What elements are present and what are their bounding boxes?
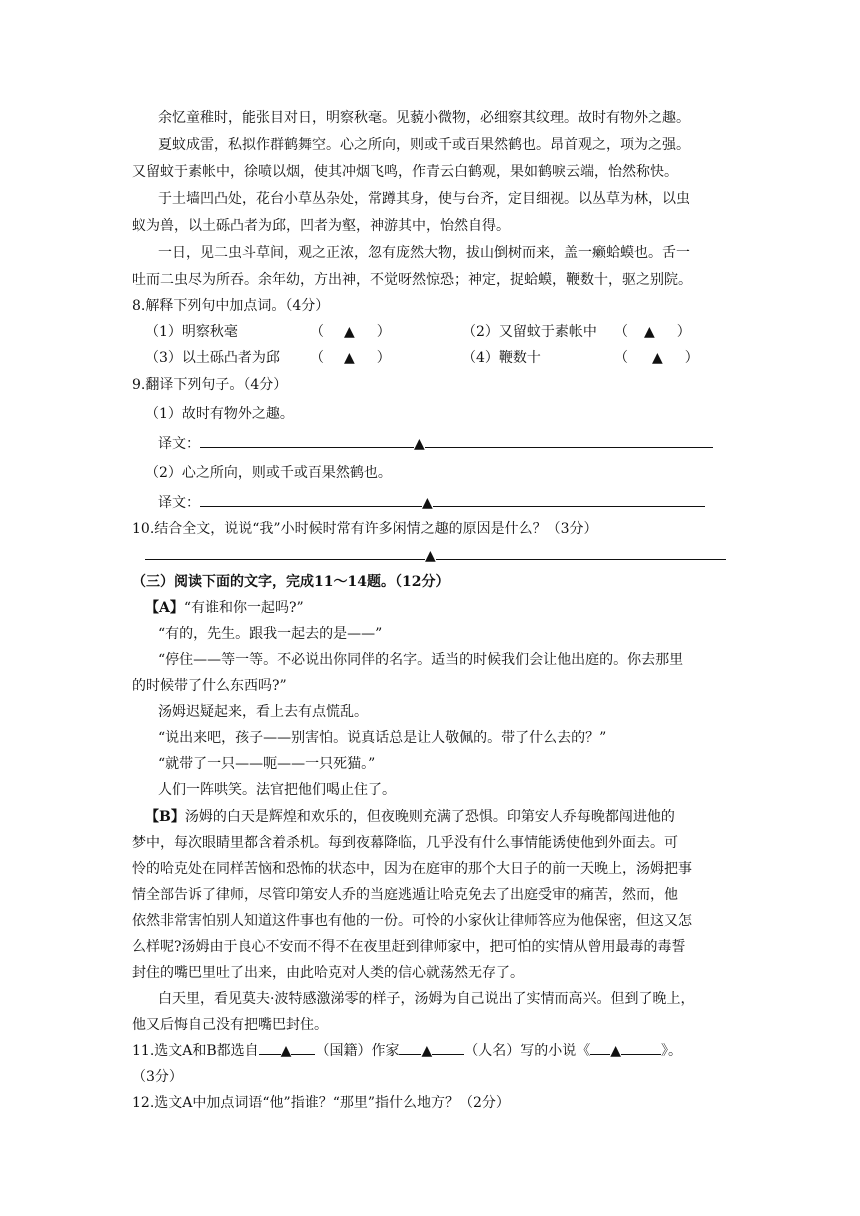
question-11-score: （3分） <box>132 1069 183 1085</box>
left-paren: （ <box>614 324 628 340</box>
q11-text: （国籍）作家 <box>315 1043 400 1059</box>
question-8-title: 8.解释下列句中加点词。（4分） <box>132 298 330 314</box>
answer-line <box>259 1042 281 1055</box>
passage-b-line-1 <box>145 807 675 827</box>
answer-line <box>425 435 713 448</box>
passage-paragraph-3-line-1: 于土墙凹凸处，花台小草丛杂处，常蹲其身，使与台齐，定目细视。以丛草为林，以虫 <box>158 191 690 207</box>
passage-paragraph-2-line-2: 又留蚊于素帐中，徐喷以烟，使其冲烟飞鸣，作青云白鹤观，果如鹤唳云端，怡然称快。 <box>132 164 678 180</box>
left-paren: （ <box>310 350 324 366</box>
answer-line <box>291 1042 315 1055</box>
q8-item-4: （4）鞭数十 <box>462 350 541 366</box>
answer-line <box>200 494 422 507</box>
passage-b-line-7: 封住的嘴巴里吐了出来，由此哈克对人类的信心就荡然无存了。 <box>132 965 524 981</box>
passage-a-text: “有谁和你一起吗?” <box>183 600 304 616</box>
question-11 <box>132 1041 682 1061</box>
q8-item-2-blank <box>614 322 691 342</box>
q8-item-2: （2）又留蚊于素帐中 <box>462 324 597 340</box>
section-3-title: （三）阅读下面的文字，完成11～14题。（12分） <box>132 574 450 590</box>
q9-translation-1 <box>158 434 713 454</box>
answer-triangle-icon: ▲ <box>422 495 433 511</box>
right-paren: ） <box>684 350 699 366</box>
right-paren: ） <box>376 324 391 340</box>
passage-b-line-2: 梦中，每次眼睛里都含着杀机。每到夜幕降临，几乎没有什么事情能诱使他到外面去。可 <box>132 835 678 851</box>
passage-paragraph-1: 余忆童稚时，能张目对日，明察秋毫。见藐小微物，必细察其纹理。故时有物外之趣。 <box>158 110 690 126</box>
q8-item-3: （3）以土砾凸者为邱 <box>145 350 280 366</box>
q9-translation-2 <box>158 493 705 513</box>
answer-line <box>433 494 705 507</box>
q8-item-3-blank <box>310 348 391 368</box>
passage-b-line-4: 情全部告诉了律师，尽管印第安人乔的当庭逃遁让哈克免去了出庭受审的痛苦，然而，他 <box>132 887 678 903</box>
answer-line <box>432 1042 464 1055</box>
passage-a-line-2: “有的，先生。跟我一起去的是——” <box>158 626 383 642</box>
passage-c-line-2: 他又后悔自己没有把嘴巴封住。 <box>132 1017 328 1033</box>
answer-triangle-icon: ▲ <box>644 324 655 340</box>
passage-c-line-1: 白天里，看见莫夫·波特感激涕零的样子，汤姆为自己说出了实情而高兴。但到了晚上， <box>158 991 695 1007</box>
left-paren: （ <box>614 350 628 366</box>
passage-b-line-5: 依然非常害怕别人知道这件事也有他的一份。可怜的小家伙让律师答应为他保密，但这又怎 <box>132 913 692 929</box>
answer-line <box>436 547 726 560</box>
answer-line <box>145 547 425 560</box>
passage-paragraph-3-line-2: 蚁为兽，以土砾凸者为邱，凹者为壑，神游其中，怡然自得。 <box>132 218 510 234</box>
translation-label: 译文： <box>158 495 200 511</box>
answer-triangle-icon: ▲ <box>344 324 355 340</box>
answer-triangle-icon: ▲ <box>652 350 663 366</box>
left-paren: （ <box>310 324 324 340</box>
q11-text: （人名）写的小说《 <box>464 1043 591 1059</box>
answer-triangle-icon: ▲ <box>610 1043 622 1059</box>
q11-text: 》。 <box>661 1043 683 1059</box>
passage-paragraph-4-line-2: 吐而二虫尽为所吞。余年幼，方出神，不觉呀然惊恐；神定，捉蛤蟆，鞭数十，驱之别院。 <box>132 272 692 288</box>
passage-paragraph-2-line-1: 夏蚊成雷，私拟作群鹤舞空。心之所向，则或千或百果然鹤也。昂首观之，项为之强。 <box>158 137 690 153</box>
passage-paragraph-4-line-1: 一日，见二虫斗草间，观之正浓，忽有庞然大物，拔山倒树而来，盖一癞蛤蟆也。舌一 <box>158 245 690 261</box>
answer-line <box>621 1042 661 1055</box>
q10-answer <box>145 546 726 566</box>
answer-triangle-icon: ▲ <box>421 1043 433 1059</box>
translation-label: 译文： <box>158 436 200 452</box>
q8-item-4-blank <box>614 348 699 368</box>
q8-item-1-blank <box>310 322 391 342</box>
passage-a-line-4: 的时候带了什么东西吗?” <box>132 678 287 694</box>
question-9-title: 9.翻译下列句子。（4分） <box>132 377 288 393</box>
answer-triangle-icon: ▲ <box>280 1043 292 1059</box>
answer-line <box>590 1042 610 1055</box>
passage-b-tag: 【B】 <box>145 809 185 825</box>
q11-text: 11.选文A和B都选自 <box>132 1043 259 1059</box>
passage-a-line-7: “就带了一只——呃——一只死猫。” <box>158 756 376 772</box>
passage-a-line-6: “说出来吧，孩子——别害怕。说真话总是让人敬佩的。带了什么去的？” <box>158 730 607 746</box>
passage-a-line-8: 人们一阵哄笑。法官把他们喝止住了。 <box>158 782 396 798</box>
passage-b-line-6: 么样呢?汤姆由于良心不安而不得不在夜里赶到律师家中，把可怕的实情从曾用最毒的毒誓 <box>132 939 686 955</box>
answer-triangle-icon: ▲ <box>344 350 355 366</box>
answer-triangle-icon: ▲ <box>414 436 425 452</box>
answer-line <box>200 435 414 448</box>
question-12-title: 12.选文A中加点词语“他”指谁？“那里”指什么地方？（2分） <box>132 1095 510 1111</box>
q9-sentence-2: （2）心之所向，则或千或百果然鹤也。 <box>145 465 392 481</box>
answer-triangle-icon: ▲ <box>425 548 436 564</box>
right-paren: ） <box>376 350 391 366</box>
q8-item-1: （1）明察秋毫 <box>145 324 238 340</box>
passage-a-tag: 【A】 <box>145 600 184 616</box>
passage-a-line-1 <box>145 598 304 618</box>
right-paren: ） <box>676 324 691 340</box>
q9-sentence-1: （1）故时有物外之趣。 <box>145 406 294 422</box>
passage-a-line-3: “停住——等一等。不必说出你同伴的名字。适当的时候我们会让他出庭的。你去那里 <box>158 652 684 668</box>
question-10-title: 10.结合全文，说说“我”小时候时常有许多闲情之趣的原因是什么？（3分） <box>132 521 598 537</box>
passage-b-text: 汤姆的白天是辉煌和欢乐的，但夜晚则充满了恐惧。印第安人乔每晚都闯进他的 <box>184 809 675 825</box>
passage-b-line-3: 怜的哈克处在同样苦恼和恐怖的状态中，因为在庭审的那个大日子的前一天晚上，汤姆把事 <box>132 861 692 877</box>
answer-line <box>399 1042 421 1055</box>
passage-a-line-5: 汤姆迟疑起来，看上去有点慌乱。 <box>158 704 368 720</box>
